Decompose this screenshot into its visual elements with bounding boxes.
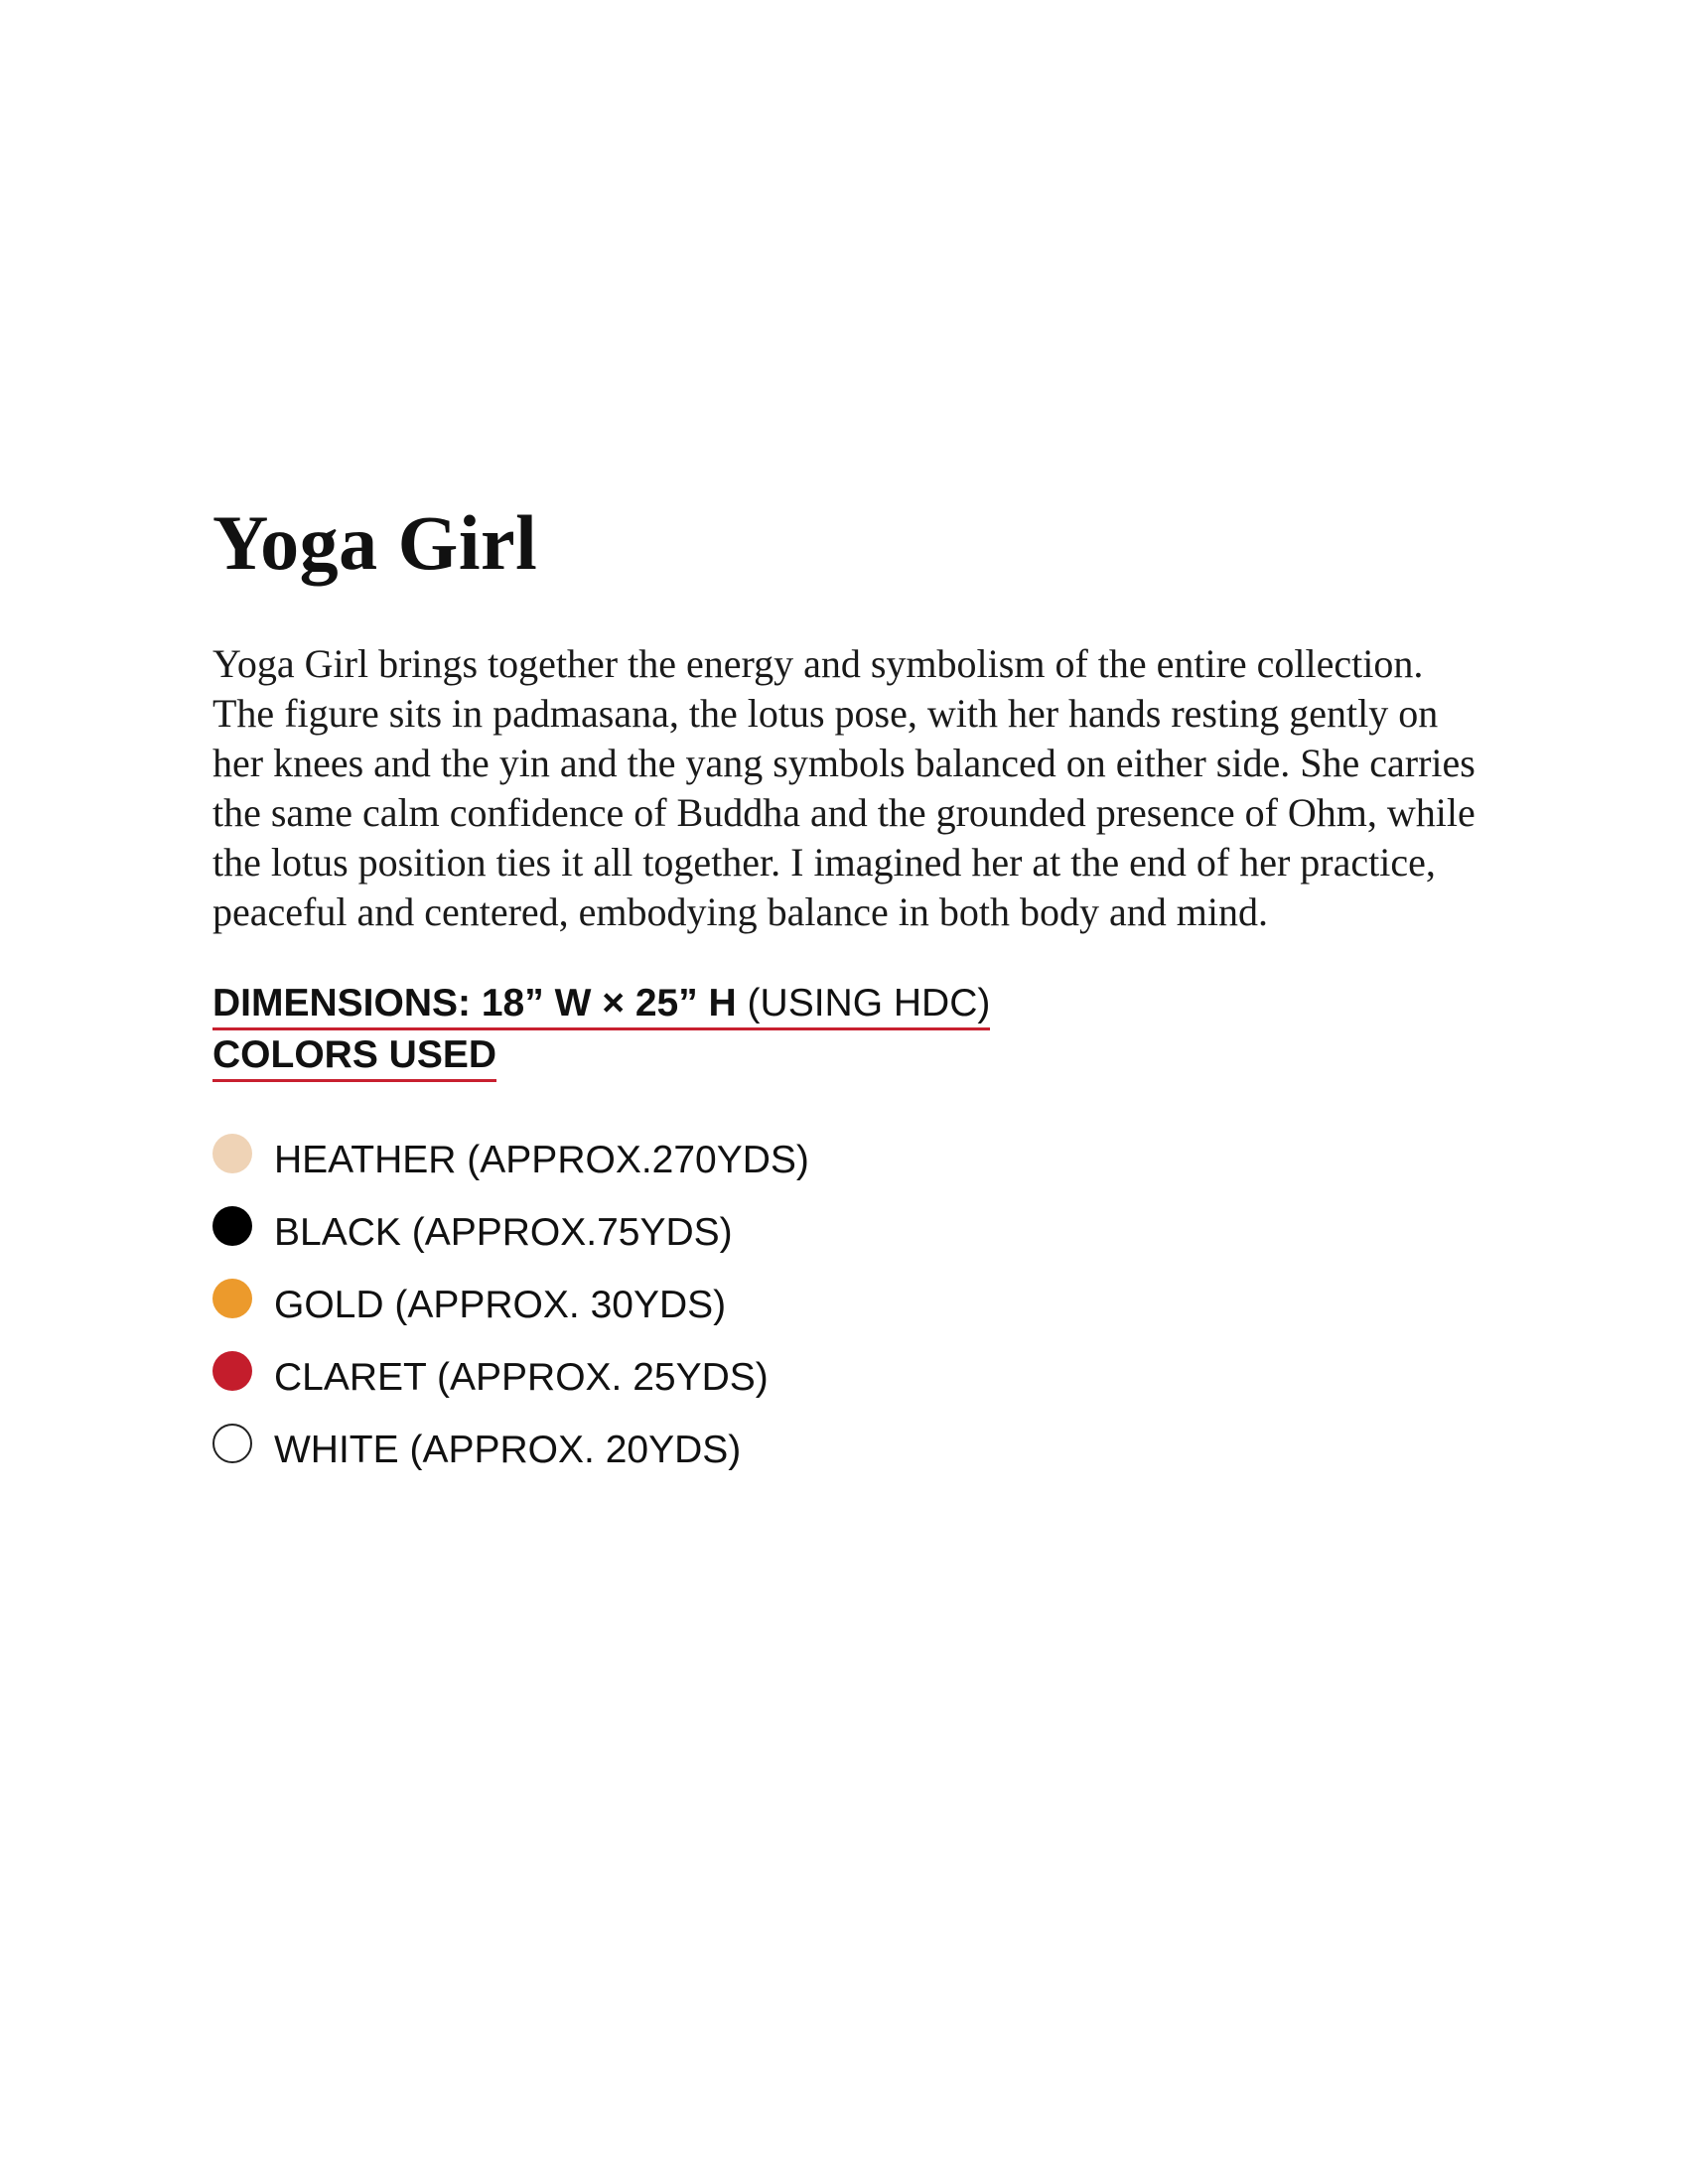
color-item-heather (212, 1124, 1493, 1196)
color-item-claret (212, 1341, 1493, 1414)
color-label-claret: CLARET (APPROX. 25YDS) (274, 1355, 769, 1399)
page-title: Yoga Girl (212, 499, 538, 586)
color-label-white: WHITE (APPROX. 20YDS) (274, 1428, 742, 1471)
dimensions-method: (USING HDC) (736, 982, 991, 1024)
gold-swatch-icon (212, 1279, 252, 1318)
color-item-black (212, 1196, 1493, 1269)
color-label-gold: GOLD (APPROX. 30YDS) (274, 1283, 727, 1326)
pattern-page (212, 499, 1493, 1486)
pattern-description: Yoga Girl brings together the energy and symbolism of the entire collection. The figure sits in padmasana, the lotus pose, with her hands resting gently on her knees and the yin and the yang symbols balanced on either side. She carries the same calm confidence of Buddha and the grounded presence of Ohm, while the lotus position ties it all together. I imagined her at the end of her practice, peaceful and centered, embodying balance in both body and mind. (212, 641, 1476, 934)
dimensions-label: DIMENSIONS: 18” W × 25” H (212, 982, 737, 1024)
color-item-white (212, 1414, 1493, 1486)
heather-swatch-icon (212, 1134, 252, 1173)
claret-swatch-icon (212, 1351, 252, 1391)
color-label-black: BLACK (APPROX.75YDS) (274, 1210, 733, 1254)
white-swatch-icon (212, 1424, 252, 1463)
colors-list (212, 1124, 1493, 1486)
color-label-heather: HEATHER (APPROX.270YDS) (274, 1138, 809, 1181)
colors-heading: COLORS USED (212, 1033, 496, 1082)
spec-block (212, 979, 1493, 1082)
dimensions-line (212, 982, 990, 1030)
black-swatch-icon (212, 1206, 252, 1246)
color-item-gold (212, 1269, 1493, 1341)
